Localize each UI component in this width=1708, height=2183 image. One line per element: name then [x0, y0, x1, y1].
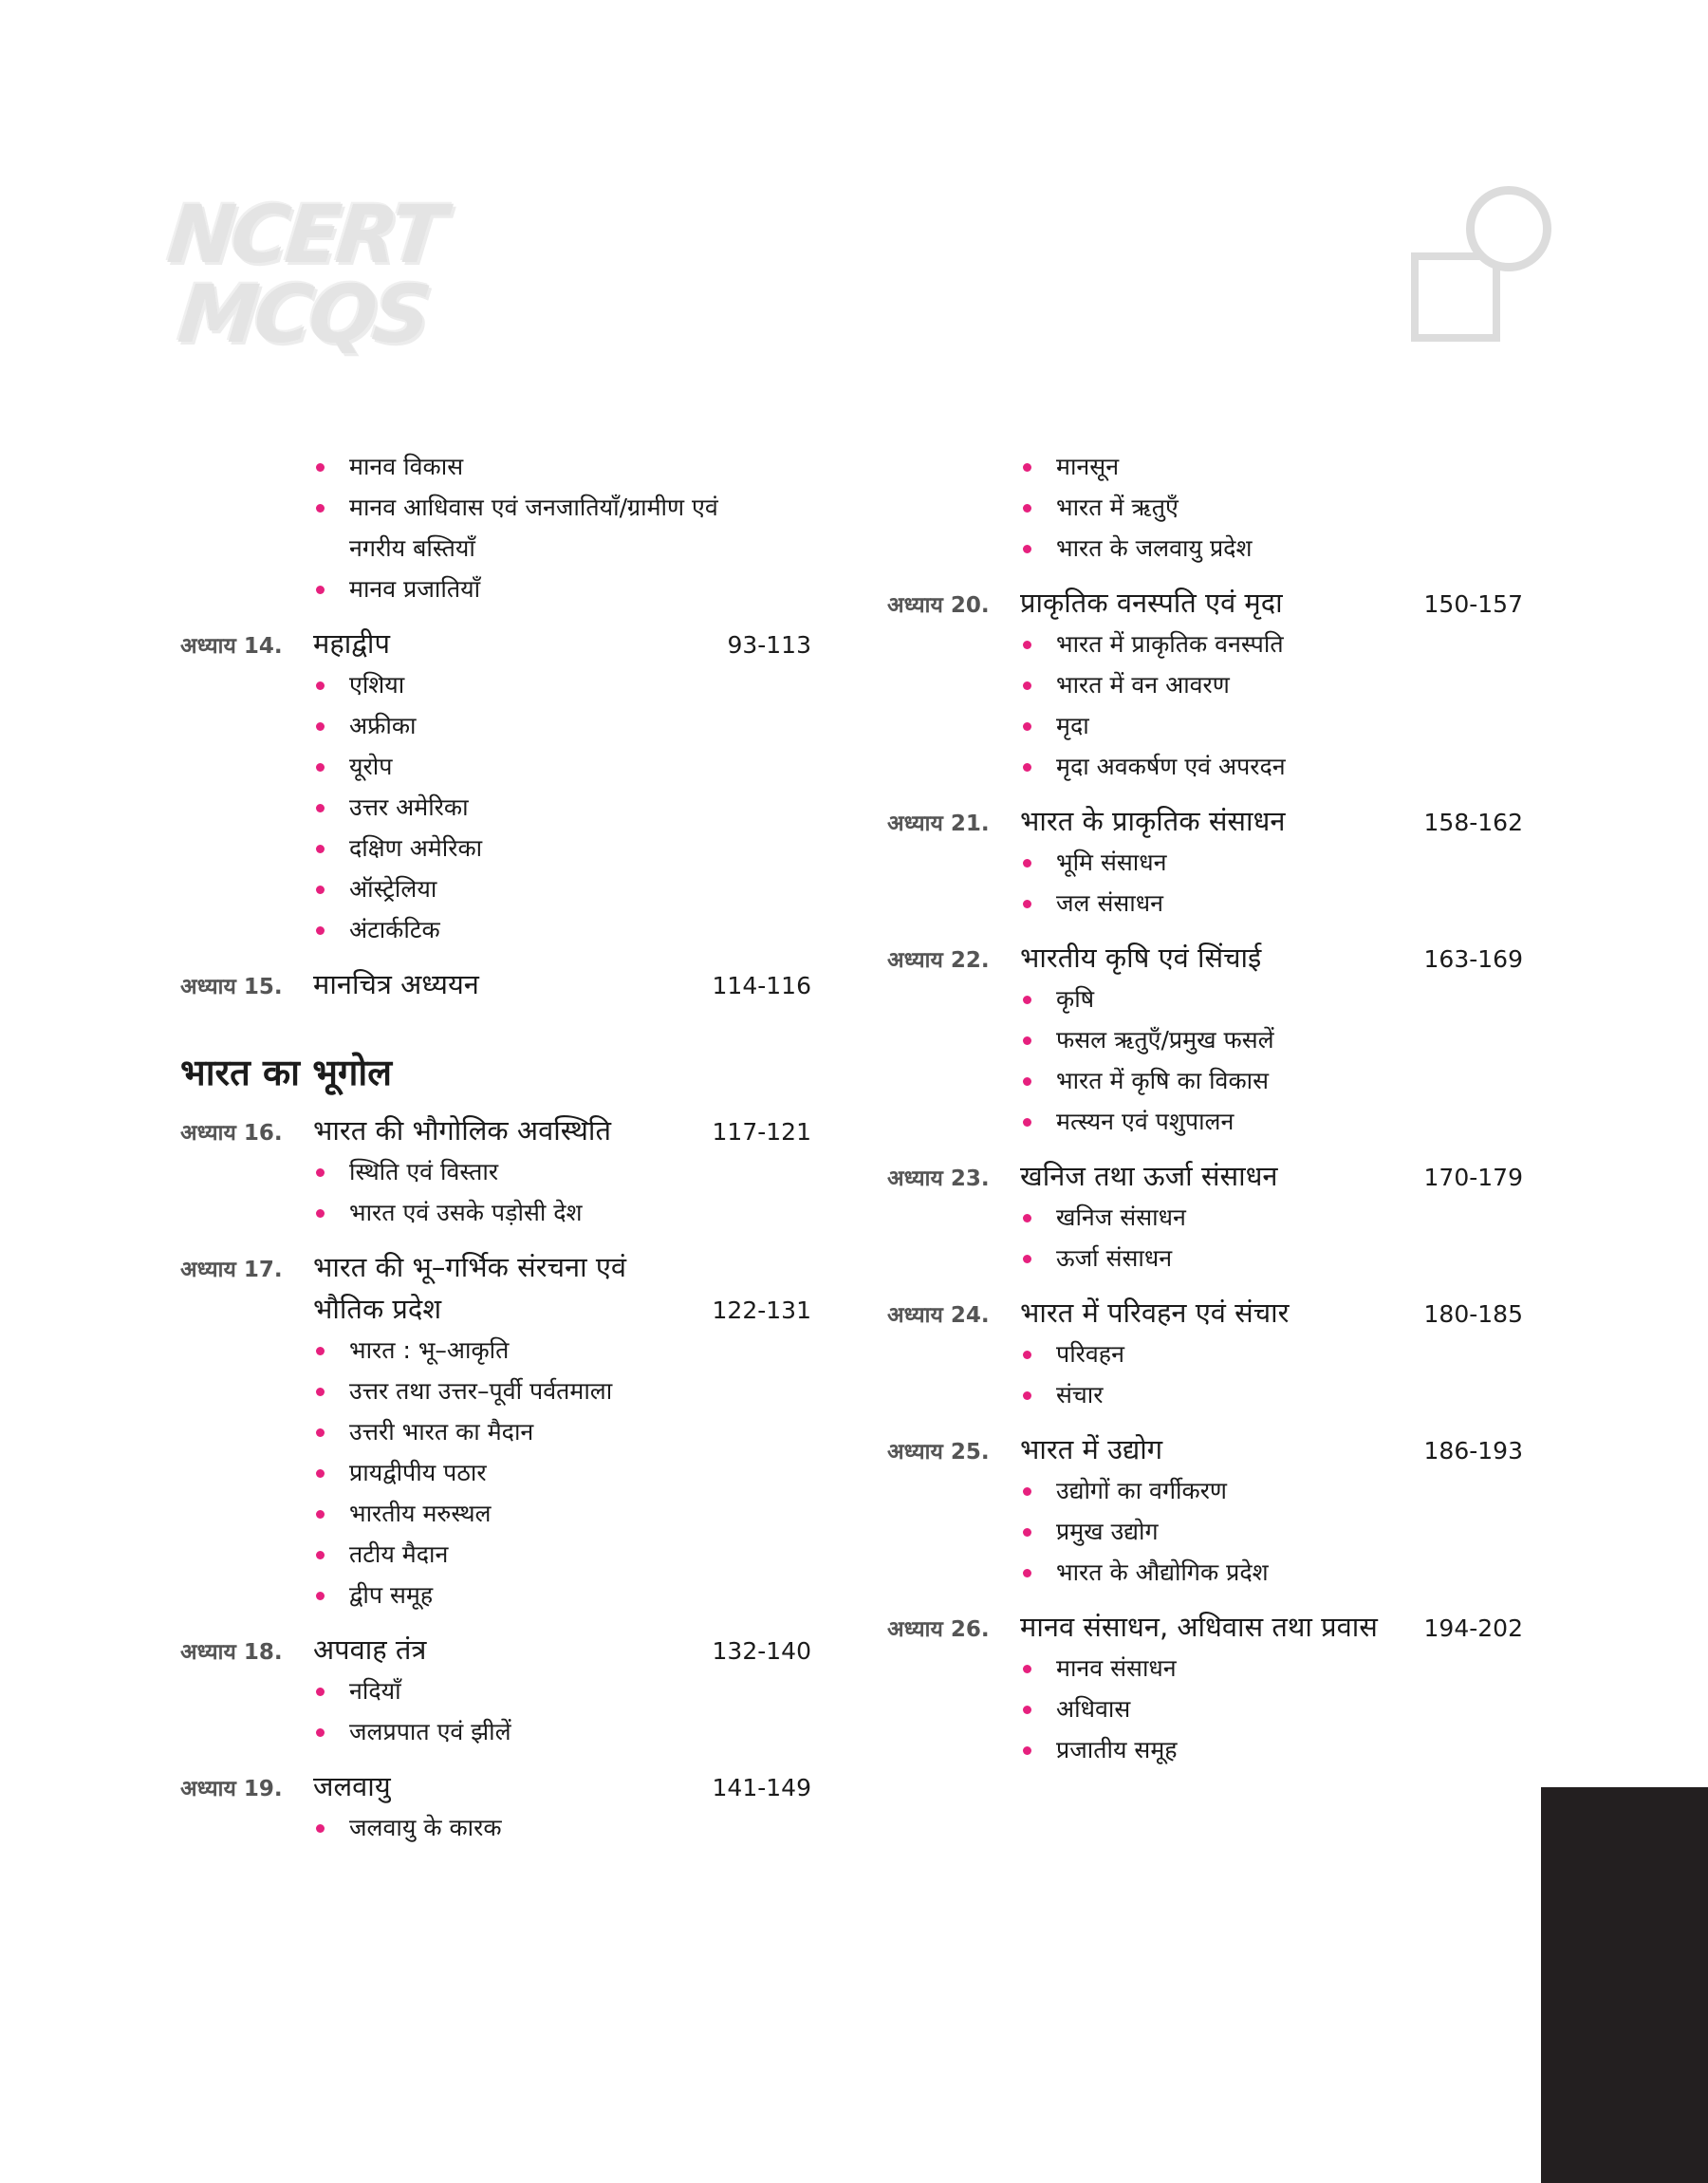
topic-item: मृदा	[1020, 705, 1523, 746]
topic-item: द्वीप समूह	[313, 1575, 811, 1615]
topic-list	[1020, 624, 1523, 787]
topic-item: फसल ऋतुएँ/प्रमुख फसलें	[1020, 1019, 1523, 1060]
topic-list	[1020, 1648, 1523, 1770]
page-range: 132-140	[712, 1637, 811, 1665]
topic-item: उत्तर अमेरिका	[313, 787, 811, 828]
chapter-number: अध्याय 15.	[180, 975, 283, 999]
topic-item: मानव प्रजातियाँ	[313, 569, 811, 609]
chapter-14	[180, 623, 811, 950]
topic-item: अफ्रीका	[313, 705, 811, 746]
topic-item: भारत : भू–आकृति	[313, 1330, 811, 1371]
topic-item: मत्स्यन एवं पशुपालन	[1020, 1101, 1523, 1142]
page-range: 158-162	[1423, 809, 1523, 836]
topic-item: मानसून	[1020, 446, 1523, 487]
topic-item: अंटार्कटिक	[313, 909, 811, 950]
topic-list	[313, 664, 811, 950]
chapter-title-line-1: भारत की भू–गर्भिक संरचना एवं	[313, 1251, 626, 1283]
logo-line-1: NCERT	[163, 188, 447, 281]
page-range: 180-185	[1423, 1300, 1523, 1328]
topic-item: मानव विकास	[313, 446, 811, 487]
topic-item: यूरोप	[313, 746, 811, 787]
toc-right-column	[887, 446, 1523, 1770]
topic-item: भारत के औद्योगिक प्रदेश	[1020, 1552, 1523, 1593]
chapter-title: जलवायु	[313, 1770, 391, 1802]
chapter-title: प्राकृतिक वनस्पति एवं मृदा	[1020, 587, 1283, 619]
chapter-number: अध्याय 23.	[887, 1166, 990, 1191]
section-heading: भारत का भूगोल	[180, 1052, 392, 1093]
topic-item: भारतीय मरुस्थल	[313, 1493, 811, 1534]
topic-item: भारत में प्राकृतिक वनस्पति	[1020, 624, 1523, 664]
topic-item: दक्षिण अमेरिका	[313, 828, 811, 868]
topic-item: परिवहन	[1020, 1334, 1523, 1374]
topic-item: एशिया	[313, 664, 811, 705]
chapter-number: अध्याय 17.	[180, 1258, 283, 1282]
page-range: 117-121	[712, 1118, 811, 1146]
topic-list	[1020, 446, 1523, 569]
topic-item: जल संसाधन	[1020, 883, 1523, 924]
topic-item: ऊर्जा संसाधन	[1020, 1238, 1523, 1278]
chapter-number: अध्याय 18.	[180, 1640, 283, 1665]
chapter-number: अध्याय 25.	[887, 1440, 990, 1465]
chapter-18	[180, 1629, 811, 1752]
chapter-number: अध्याय 16.	[180, 1121, 283, 1146]
topic-item: भारत में कृषि का विकास	[1020, 1060, 1523, 1101]
topic-item: मानव आधिवास एवं जनजातियाँ/ग्रामीण एवं नगरीय बस्तियाँ	[313, 487, 729, 569]
topic-list	[1020, 1334, 1523, 1415]
toc-left-column	[180, 446, 811, 1848]
chapter-19	[180, 1765, 811, 1848]
chapter-25	[887, 1428, 1523, 1593]
topic-item: भारत एवं उसके पड़ोसी देश	[313, 1192, 811, 1233]
topic-list	[313, 1151, 811, 1233]
topic-item: उत्तरी भारत का मैदान	[313, 1411, 811, 1452]
topic-list	[313, 1670, 811, 1752]
chapter-15	[180, 963, 811, 1005]
chapter-24	[887, 1292, 1523, 1415]
chapter-title: भारत के प्राकृतिक संसाधन	[1020, 805, 1286, 837]
chapter-title: महाद्वीप	[313, 627, 390, 660]
chapter-number: अध्याय 14.	[180, 634, 283, 659]
topic-list	[313, 1330, 811, 1615]
chapter-title: भारत में उद्योग	[1020, 1433, 1163, 1465]
topic-item: उत्तर तथा उत्तर–पूर्वी पर्वतमाला	[313, 1371, 811, 1411]
topic-item: भूमि संसाधन	[1020, 842, 1523, 883]
chapter-number: अध्याय 20.	[887, 593, 990, 618]
topic-item: प्रायद्वीपीय पठार	[313, 1452, 811, 1493]
topic-item: जलवायु के कारक	[313, 1807, 811, 1848]
chapter-title: मानव संसाधन, अधिवास तथा प्रवास	[1020, 1611, 1378, 1643]
chapter-16	[180, 1110, 811, 1233]
topic-item: संचार	[1020, 1374, 1523, 1415]
page-range: 93-113	[727, 631, 811, 659]
chapter-22	[887, 937, 1523, 1142]
topic-list	[313, 446, 811, 609]
chapter-number: अध्याय 21.	[887, 812, 990, 836]
chapter-title: भारतीय कृषि एवं सिंचाई	[1020, 942, 1262, 974]
chapter-number: अध्याय 19.	[180, 1777, 283, 1801]
page-range: 122-131	[712, 1297, 811, 1324]
chapter-title-line-2: भौतिक प्रदेश	[313, 1293, 442, 1325]
chapter-number: अध्याय 22.	[887, 948, 990, 973]
topic-list	[1020, 1470, 1523, 1593]
topic-item: नदियाँ	[313, 1670, 811, 1711]
logo-line-2: MCQS	[174, 268, 433, 361]
topic-item: अधिवास	[1020, 1689, 1523, 1729]
chapter-title: मानचित्र अध्ययन	[313, 968, 479, 1000]
chapter-number: अध्याय 26.	[887, 1617, 990, 1642]
page-range: 194-202	[1423, 1614, 1523, 1642]
topic-item: प्रजातीय समूह	[1020, 1729, 1523, 1770]
chapter-title: भारत की भौगोलिक अवस्थिति	[313, 1114, 611, 1147]
chapter-17	[180, 1246, 811, 1615]
topic-item: प्रमुख उद्योग	[1020, 1511, 1523, 1552]
decorative-circle-icon	[1466, 186, 1551, 271]
topic-item: भारत में ऋतुएँ	[1020, 487, 1523, 528]
chapter-23	[887, 1155, 1523, 1278]
page-range: 141-149	[712, 1774, 811, 1801]
topic-item: मानव संसाधन	[1020, 1648, 1523, 1689]
chapter-21	[887, 800, 1523, 924]
chapter-number: अध्याय 24.	[887, 1303, 990, 1328]
topic-list	[1020, 979, 1523, 1142]
topic-item: स्थिति एवं विस्तार	[313, 1151, 811, 1192]
topic-item: उद्योगों का वर्गीकरण	[1020, 1470, 1523, 1511]
topic-item: भारत के जलवायु प्रदेश	[1020, 528, 1523, 569]
topic-list	[313, 1807, 811, 1848]
topic-list	[1020, 842, 1523, 924]
page-range: 163-169	[1423, 945, 1523, 973]
topic-item: तटीय मैदान	[313, 1534, 811, 1575]
side-thumb-tab	[1541, 1787, 1708, 2183]
page-range: 186-193	[1423, 1437, 1523, 1465]
topic-item: ऑस्ट्रेलिया	[313, 868, 811, 909]
topic-item: कृषि	[1020, 979, 1523, 1019]
page-range: 170-179	[1423, 1164, 1523, 1191]
topic-item: जलप्रपात एवं झीलें	[313, 1711, 811, 1752]
page-range: 114-116	[712, 972, 811, 999]
page-range: 150-157	[1423, 590, 1523, 618]
ncert-mcqs-logo	[154, 188, 467, 375]
topic-list	[1020, 1197, 1523, 1278]
chapter-26	[887, 1606, 1523, 1770]
topic-item: मृदा अवकर्षण एवं अपरदन	[1020, 746, 1523, 787]
chapter-title: भारत में परिवहन एवं संचार	[1020, 1297, 1290, 1329]
topic-item: खनिज संसाधन	[1020, 1197, 1523, 1238]
chapter-title: खनिज तथा ऊर्जा संसाधन	[1020, 1160, 1278, 1192]
chapter-20	[887, 582, 1523, 787]
chapter-title: अपवाह तंत्र	[313, 1633, 427, 1666]
topic-item: भारत में वन आवरण	[1020, 664, 1523, 705]
